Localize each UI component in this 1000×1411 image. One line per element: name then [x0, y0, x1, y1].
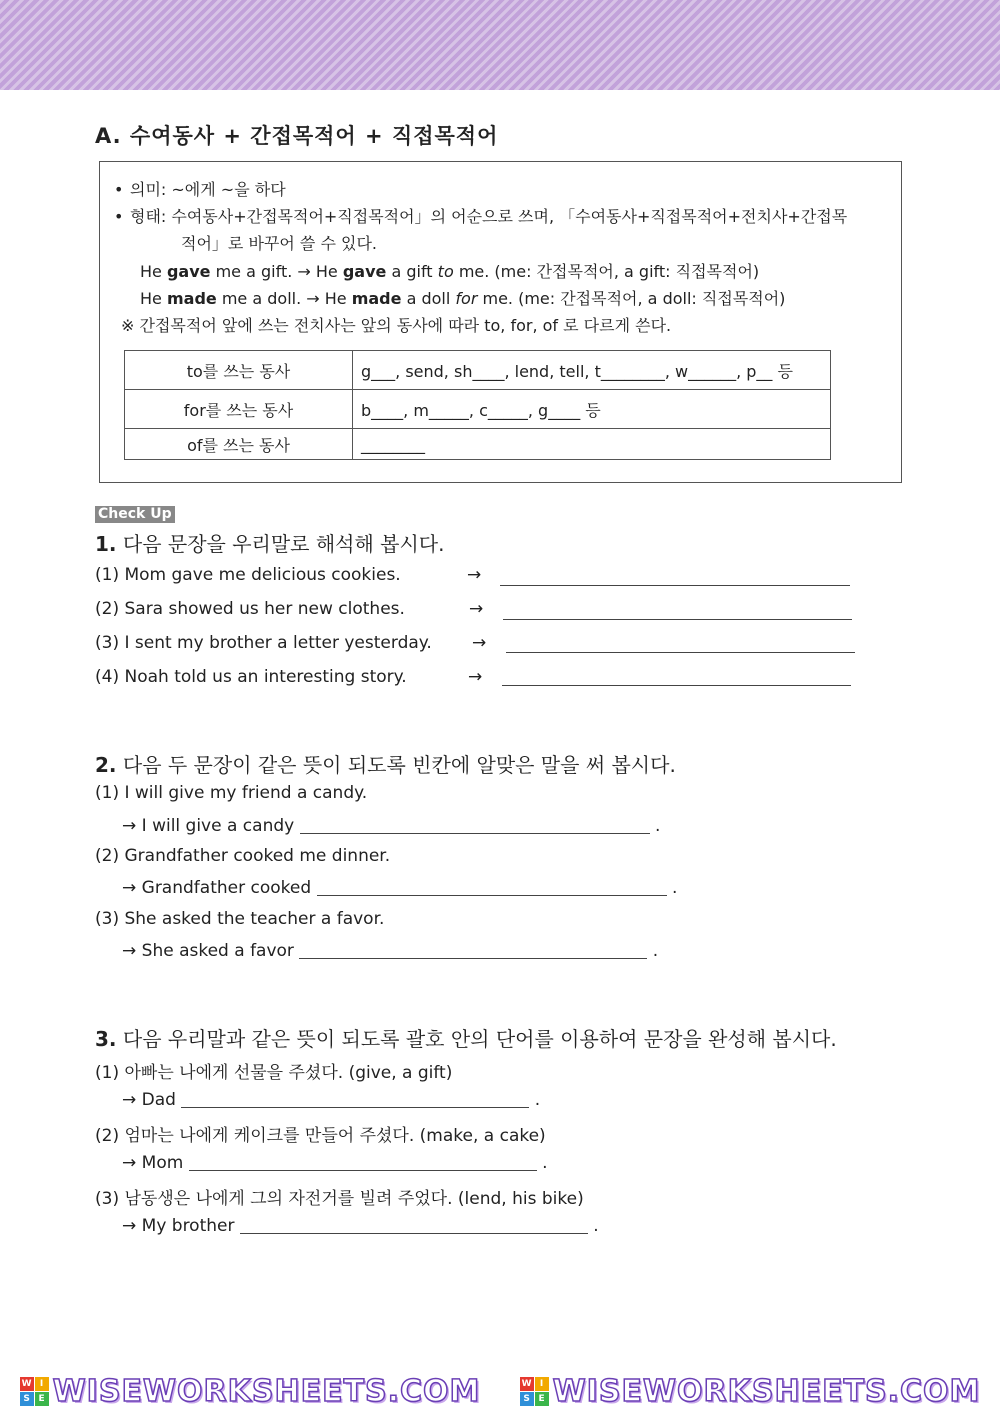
answer-line-1-4[interactable] [502, 685, 851, 686]
answer-blank[interactable] [189, 1170, 537, 1171]
table-row-verbs: b____, m_____, c_____, g____ 등 [353, 390, 831, 429]
answer-blank[interactable] [181, 1107, 529, 1108]
bullet-dot-icon: • [114, 207, 124, 226]
question-2-answer-2: → Grandfather cooked . [122, 878, 678, 898]
question-2-item-1: (1) I will give my friend a candy. [95, 783, 368, 803]
question-3-item-1: (1) 아빠는 나에게 선물을 주셨다. (give, a gift) [95, 1063, 453, 1083]
footer-logo [20, 1374, 481, 1409]
question-2-item-3: (3) She asked the teacher a favor. [95, 909, 385, 929]
question-2-answer-3: → She asked a favor . [122, 941, 659, 961]
question-1-item-1: (1) Mom gave me delicious cookies. [95, 565, 401, 585]
arrow-icon: → [468, 667, 483, 687]
decorative-header-band [0, 0, 1000, 90]
preposition-note: ※ 간접목적어 앞에 쓰는 전치사는 앞의 동사에 따라 to, for, of 로 다르게 쓴다. [121, 316, 672, 335]
table-row-verbs: ________ [353, 429, 831, 460]
form-bullet-continued: 적어」로 바꾸어 쓸 수 있다. [181, 234, 377, 253]
question-3-answer-1: → Dad . [122, 1090, 541, 1110]
question-1-item-3: (3) I sent my brother a letter yesterday. [95, 633, 432, 653]
form-bullet: • 형태: 수여동사+간접목적어+직접목적어」의 어순으로 쓰며, 「수여동사+직접목적어+전치사+간접목 [114, 207, 848, 226]
example-sentence-1: He gave me a gift. → He gave a gift to me. (me: 간접목적어, a gift: 직접목적어) [140, 262, 760, 281]
arrow-icon: → [467, 565, 482, 585]
question-2-answer-1: → I will give a candy . [122, 816, 661, 836]
question-2-item-2: (2) Grandfather cooked me dinner. [95, 846, 391, 866]
footer-brand-text: WISEWORKSHEETS.COM [52, 1374, 481, 1409]
answer-line-1-3[interactable] [506, 652, 855, 653]
table-row-label: for를 쓰는 동사 [125, 390, 353, 429]
question-2-heading: 2. 다음 두 문장이 같은 뜻이 되도록 빈칸에 알맞은 말을 써 봅시다. [95, 753, 676, 777]
question-3-heading: 3. 다음 우리말과 같은 뜻이 되도록 괄호 안의 단어를 이용하여 문장을 완성해 봅시다. [95, 1027, 837, 1051]
question-3-answer-2: → Mom . [122, 1153, 548, 1173]
arrow-icon: → [469, 599, 484, 619]
answer-blank[interactable] [299, 958, 647, 959]
question-3-item-2: (2) 엄마는 나에게 케이크를 만들어 주셨다. (make, a cake) [95, 1126, 546, 1146]
meaning-bullet: • 의미: ~에게 ~을 하다 [114, 180, 286, 199]
table-row-verbs: g___, send, sh____, lend, tell, t________, w______, p__ 등 [353, 351, 831, 390]
footer-logo [520, 1374, 981, 1409]
arrow-icon: → [472, 633, 487, 653]
preposition-verb-table [124, 350, 831, 460]
table-row-label: to를 쓰는 동사 [125, 351, 353, 390]
table-row [125, 390, 831, 429]
footer-watermark [0, 1372, 1000, 1411]
question-1-item-2: (2) Sara showed us her new clothes. [95, 599, 405, 619]
question-3-item-3: (3) 남동생은 나에게 그의 자전거를 빌려 주었다. (lend, his bike) [95, 1189, 584, 1209]
answer-line-1-2[interactable] [503, 619, 852, 620]
bullet-dot-icon: • [114, 180, 124, 199]
example-sentence-2: He made me a doll. → He made a doll for me. (me: 간접목적어, a doll: 직접목적어) [140, 289, 786, 308]
answer-blank[interactable] [317, 895, 667, 896]
wise-logo-icon: W I S E [520, 1377, 549, 1406]
wise-logo-icon: W I S E [20, 1377, 49, 1406]
table-row [125, 351, 831, 390]
question-1-item-4: (4) Noah told us an interesting story. [95, 667, 407, 687]
answer-blank[interactable] [300, 833, 650, 834]
answer-blank[interactable] [240, 1233, 588, 1234]
table-row-label: of를 쓰는 동사 [125, 429, 353, 460]
check-up-badge: Check Up [95, 506, 175, 523]
question-1-heading: 1. 다음 문장을 우리말로 해석해 봅시다. [95, 532, 445, 556]
question-3-answer-3: → My brother . [122, 1216, 599, 1236]
table-row [125, 429, 831, 460]
answer-line-1-1[interactable] [500, 585, 850, 586]
section-a-title: A. 수여동사 + 간접목적어 + 직접목적어 [95, 124, 499, 148]
footer-brand-text: WISEWORKSHEETS.COM [552, 1374, 981, 1409]
